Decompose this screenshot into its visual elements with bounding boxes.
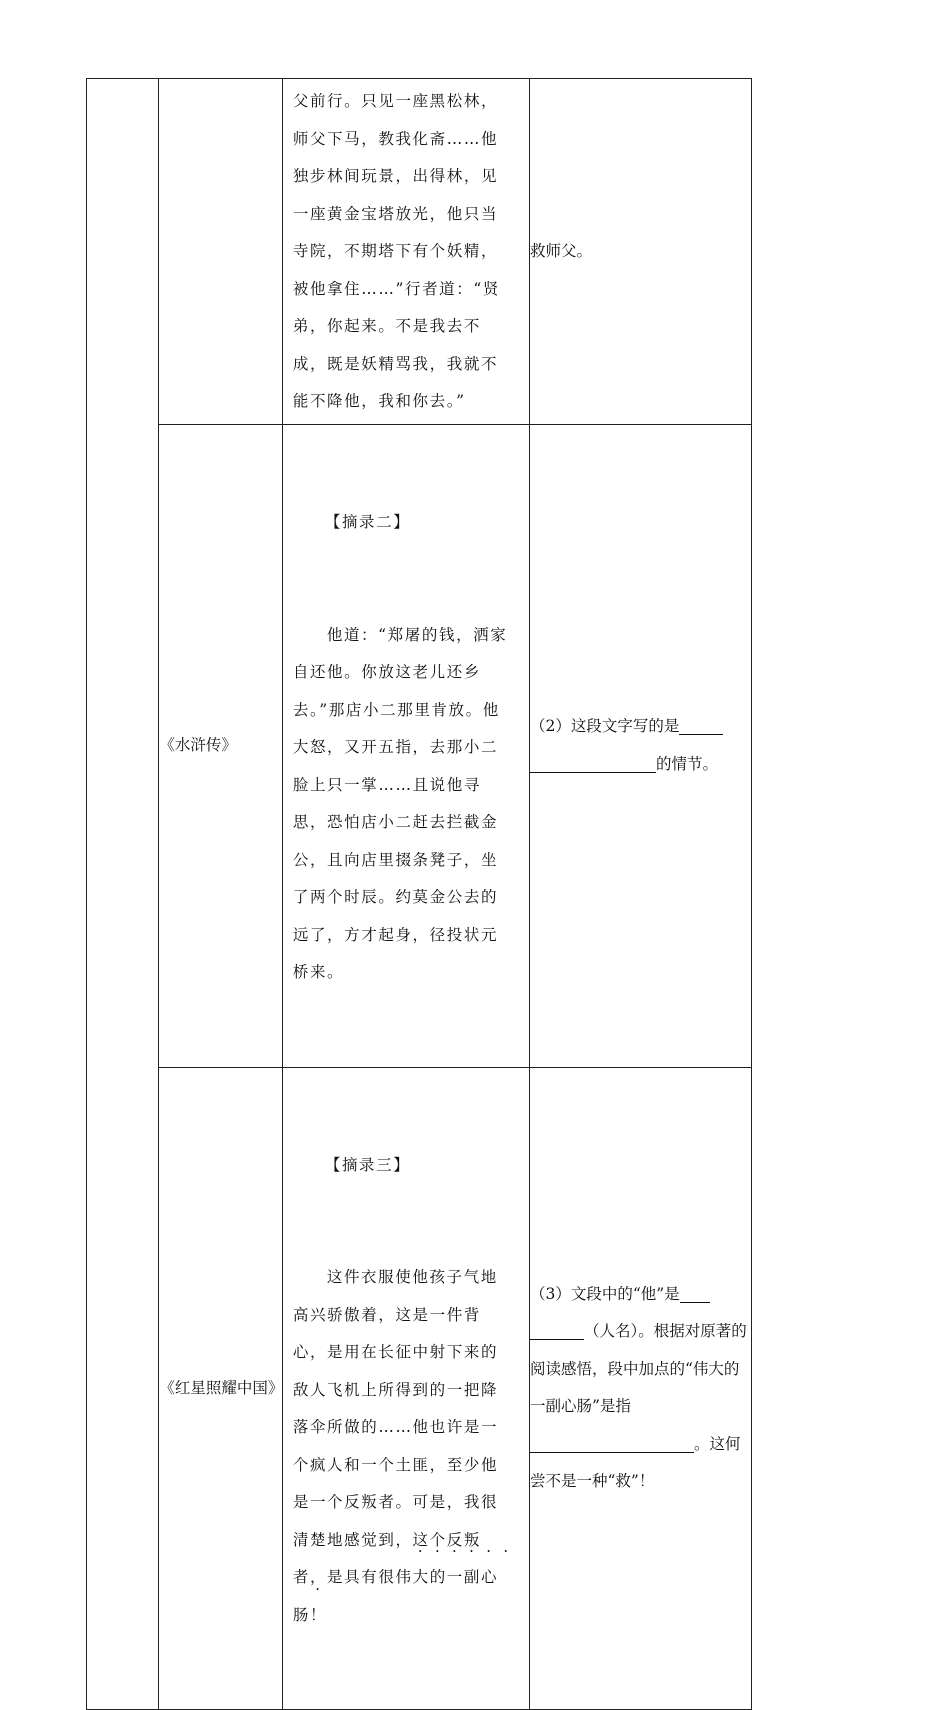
name-blank-continued[interactable] xyxy=(530,1319,584,1340)
question-text-end: 。这何尝不是一种“救”！ xyxy=(529,1434,741,1491)
excerpt-label: 【摘录二】 xyxy=(324,513,411,531)
reading-table xyxy=(86,78,752,1710)
answer-cell xyxy=(529,1067,751,1710)
answer-text: 救师父。 xyxy=(529,241,592,260)
excerpt-cell xyxy=(282,1067,529,1710)
excerpt-text: 这件衣服使他孩子气地高兴骄傲着，这是一件背心，是用在长征中射下来的敌人飞机上所得到的一把降落伞所做的……他也许是一个疯人和一个土匪，至少他是一个反叛者。可是，我很清楚地感觉到，这个反叛者，是具有很伟大的一副心肠！ xyxy=(292,1268,499,1624)
answer-cell xyxy=(529,425,751,1068)
name-blank[interactable] xyxy=(680,1282,710,1303)
book-cell xyxy=(159,79,283,425)
book-cell xyxy=(159,425,283,1068)
excerpt-cell xyxy=(282,79,529,425)
excerpt-text: 他道：“郑屠的钱，洒家自还他。你放这老儿还乡去。”那店小二那里肯放。他大怒，又开五指，去那小二脸上只一掌……且说他寻思，恐怕店小二赶去拦截金公，且向店里掇条凳子，坐了两个时辰。约莫金公去的远了，方才起身，径投状元桥来。 xyxy=(292,625,508,981)
excerpt-text: 父前行。只见一座黑松林，师父下马，教我化斋……他独步林间玩景，出得林，见一座黄金宝塔放光，他只当寺院，不期塔下有个妖精，被他拿住……”行者道：“贤弟，你起来。不是我去不成，既是妖精骂我，我就不能不降他，我和你去。” xyxy=(292,92,501,410)
excerpt-cell xyxy=(282,425,529,1068)
merged-first-column xyxy=(87,79,159,1710)
meaning-blank[interactable] xyxy=(530,1432,694,1453)
table-row xyxy=(87,79,752,425)
answer-cell xyxy=(529,79,751,425)
book-title: 《水浒传》 xyxy=(159,736,237,755)
table-row xyxy=(87,425,752,1068)
question-text: （3）文段中的“他”是 xyxy=(529,1284,680,1303)
question-text-mid: （人名）。根据对原著的阅读感悟，段中加点的“伟大的一副心肠”是指 xyxy=(529,1322,747,1416)
book-cell xyxy=(159,1067,283,1710)
question-text-end: 的情节。 xyxy=(655,754,718,773)
table-row xyxy=(87,1067,752,1710)
answer-blank-continued[interactable] xyxy=(530,752,656,773)
question-text: （2）这段文字写的是 xyxy=(529,717,680,736)
answer-blank[interactable] xyxy=(679,714,723,735)
book-title: 《红星照耀中国》 xyxy=(159,1378,284,1397)
excerpt-label: 【摘录三】 xyxy=(324,1155,411,1174)
